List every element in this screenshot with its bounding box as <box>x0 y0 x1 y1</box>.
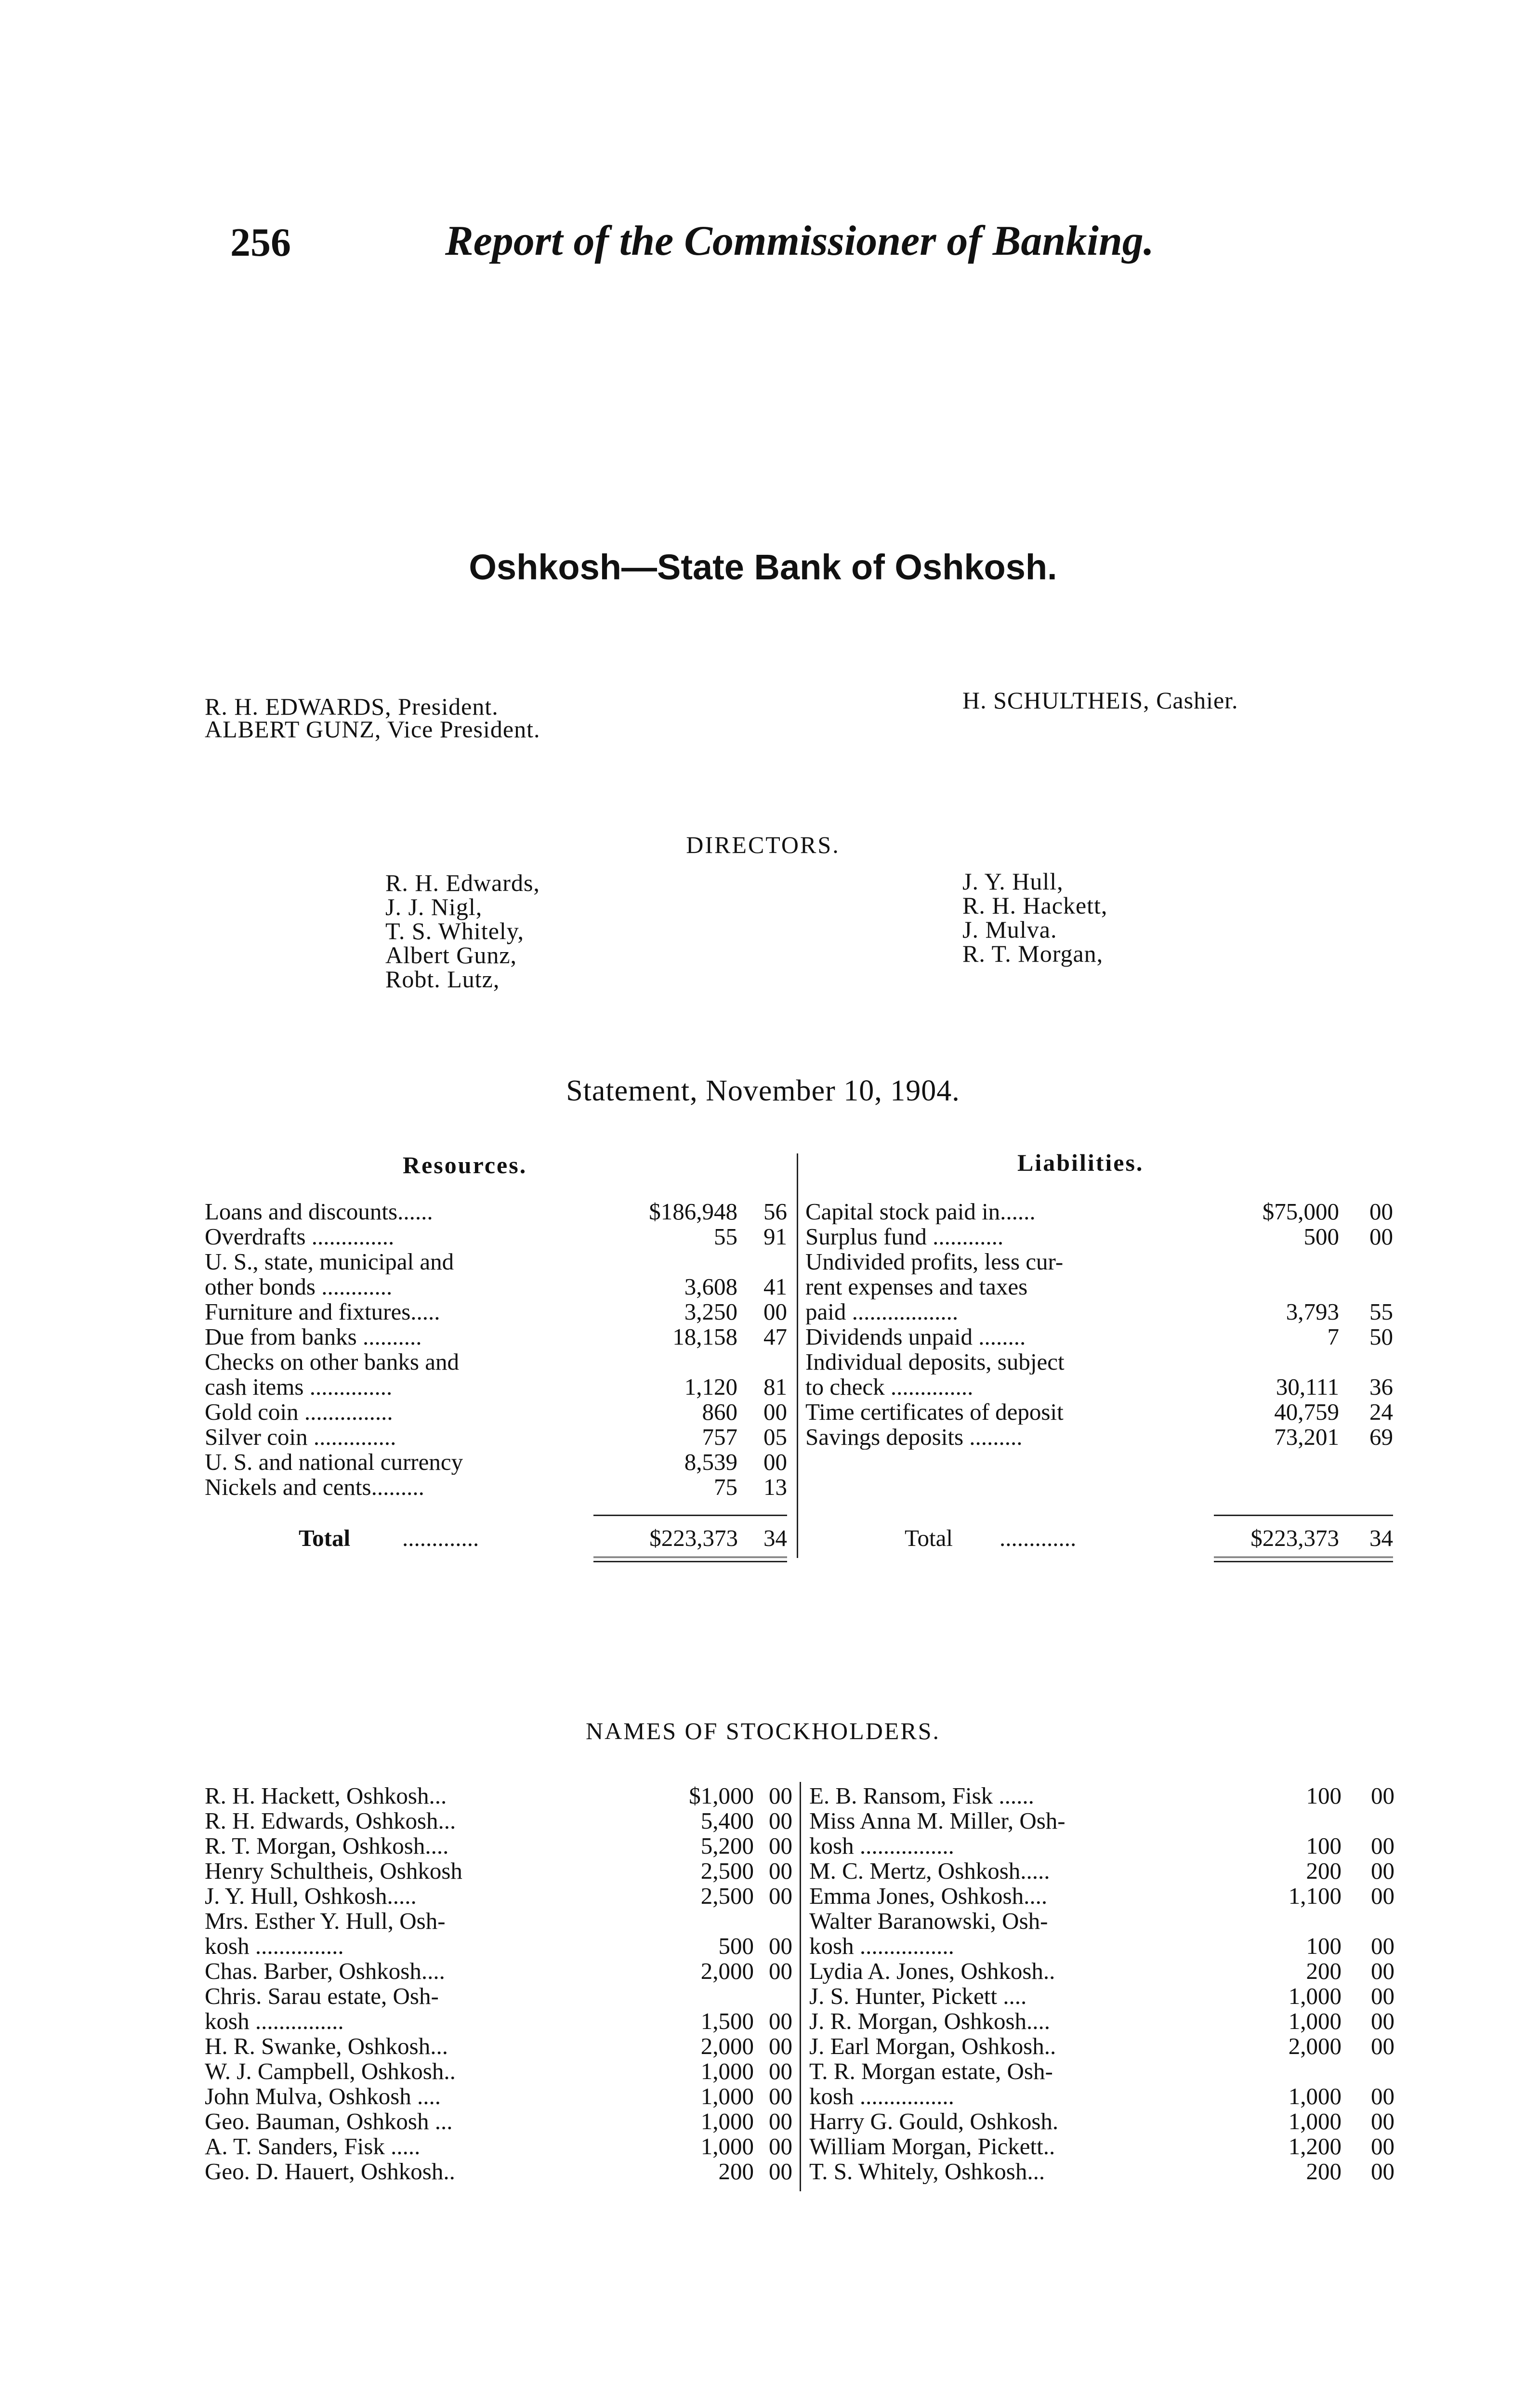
row-cents: 36 <box>1369 1374 1393 1400</box>
row-amount: 3,608 <box>684 1273 737 1300</box>
row-label: Geo. Bauman, Oshkosh ... <box>205 2109 453 2134</box>
row-cents: 00 <box>763 1449 787 1475</box>
resource-row <box>205 1299 790 1324</box>
row-label: E. B. Ransom, Fisk ...... <box>809 1783 1034 1808</box>
stockholder-row <box>205 2084 792 2109</box>
row-amount: 2,500 <box>700 1858 754 1884</box>
row-amount: 2,000 <box>700 2033 754 2059</box>
stockholder-row <box>205 2059 792 2084</box>
director-name: J. J. Nigl, <box>385 893 483 920</box>
row-label: J. Y. Hull, Oshkosh..... <box>205 1884 417 1909</box>
row-label: R. H. Edwards, Oshkosh... <box>205 1808 456 1833</box>
director-name: Albert Gunz, <box>385 942 517 968</box>
stockholder-row <box>809 1984 1394 2009</box>
resource-row <box>205 1425 790 1450</box>
row-cents: 00 <box>769 1883 792 1909</box>
row-cents: 00 <box>1371 2108 1394 2134</box>
row-cents: 00 <box>769 2158 792 2185</box>
resource-row <box>205 1450 790 1475</box>
officer-cashier: H. SCHULTHEIS, Cashier. <box>962 687 1238 714</box>
resource-row <box>205 1349 790 1374</box>
row-label: Surplus fund ............ <box>805 1224 1004 1249</box>
resource-row <box>205 1374 790 1400</box>
stockholder-row <box>809 1858 1394 1884</box>
liabilities-total-cents: 34 <box>1369 1525 1393 1551</box>
row-label: R. T. Morgan, Oshkosh.... <box>205 1833 449 1858</box>
row-amount: 30,111 <box>1276 1374 1339 1400</box>
row-label: Chris. Sarau estate, Osh- <box>205 1984 439 2009</box>
row-label: Due from banks .......... <box>205 1324 422 1349</box>
row-cents: 00 <box>1371 2008 1394 2034</box>
liability-row <box>805 1299 1395 1324</box>
row-cents: 00 <box>1371 1983 1394 2009</box>
row-cents: 00 <box>769 1933 792 1959</box>
stockholder-row <box>205 1808 792 1833</box>
row-label: Silver coin .............. <box>205 1425 396 1450</box>
resource-row <box>205 1274 790 1299</box>
row-cents: 00 <box>769 1782 792 1809</box>
row-cents: 56 <box>763 1198 787 1225</box>
row-amount: 500 <box>718 1933 754 1959</box>
liabilities-double-rule <box>1214 1557 1393 1562</box>
stockholder-row <box>809 1934 1394 1959</box>
row-amount: 40,759 <box>1274 1399 1339 1425</box>
stockholder-row <box>809 2109 1394 2134</box>
row-cents: 55 <box>1369 1298 1393 1325</box>
row-amount: 1,200 <box>1288 2133 1342 2159</box>
row-amount: 73,201 <box>1274 1424 1339 1450</box>
row-amount: 757 <box>702 1424 737 1450</box>
row-cents: 00 <box>769 2058 792 2084</box>
officer-president: R. H. EDWARDS, President. <box>205 693 499 720</box>
row-label: Individual deposits, subject <box>805 1349 1065 1374</box>
stockholder-row <box>809 2159 1394 2184</box>
stockholder-row <box>809 2084 1394 2109</box>
row-cents: 00 <box>1369 1223 1393 1250</box>
row-amount: 200 <box>1306 1958 1342 1984</box>
row-amount: 100 <box>1306 1782 1342 1809</box>
liability-row <box>805 1324 1395 1349</box>
row-cents: 00 <box>1371 2133 1394 2159</box>
stockholder-row <box>205 1858 792 1884</box>
row-label: Walter Baranowski, Osh- <box>809 1909 1048 1934</box>
row-label: J. R. Morgan, Oshkosh.... <box>809 2009 1051 2034</box>
row-amount: 1,000 <box>1288 1983 1342 2009</box>
row-label: Henry Schultheis, Oshkosh <box>205 1858 462 1884</box>
row-amount: 1,000 <box>700 2083 754 2109</box>
row-label: Chas. Barber, Oshkosh.... <box>205 1959 445 1984</box>
stockholder-row <box>205 2134 792 2159</box>
director-name: R. H. Hackett, <box>962 892 1108 919</box>
row-amount: 860 <box>702 1399 737 1425</box>
director-name: J. Mulva. <box>962 916 1057 943</box>
page-number: 256 <box>230 220 291 265</box>
row-label: Dividends unpaid ........ <box>805 1324 1026 1349</box>
row-label: T. S. Whitely, Oshkosh... <box>809 2159 1045 2184</box>
row-label: paid .................. <box>805 1299 959 1324</box>
row-amount: 100 <box>1306 1933 1342 1959</box>
row-label: J. S. Hunter, Pickett .... <box>809 1984 1027 2009</box>
liability-row <box>805 1274 1395 1299</box>
stockholder-row <box>809 1808 1394 1833</box>
stockholder-row <box>205 1884 792 1909</box>
row-label: Emma Jones, Oshkosh.... <box>809 1884 1048 1909</box>
row-amount: 100 <box>1306 1832 1342 1859</box>
officer-vice-president: ALBERT GUNZ, Vice President. <box>205 716 540 743</box>
directors-heading: DIRECTORS. <box>686 831 840 858</box>
stockholder-row <box>205 2009 792 2034</box>
stockholder-row <box>809 2034 1394 2059</box>
row-label: M. C. Mertz, Oshkosh..... <box>809 1858 1050 1884</box>
row-amount: 200 <box>1306 1858 1342 1884</box>
row-cents: 00 <box>769 2008 792 2034</box>
liability-row <box>805 1249 1395 1274</box>
row-label: Miss Anna M. Miller, Osh- <box>809 1808 1066 1833</box>
row-cents: 00 <box>1371 2083 1394 2109</box>
stockholder-row <box>809 2009 1394 2034</box>
row-cents: 00 <box>1371 2158 1394 2185</box>
row-amount: 500 <box>1303 1223 1339 1250</box>
stockholder-row <box>205 1984 792 2009</box>
row-cents: 13 <box>763 1474 787 1500</box>
row-cents: 00 <box>769 1832 792 1859</box>
row-amount: 1,000 <box>1288 2008 1342 2034</box>
row-cents: 05 <box>763 1424 787 1450</box>
row-cents: 00 <box>1371 1958 1394 1984</box>
resources-total-cents: 34 <box>763 1525 787 1551</box>
row-label: T. R. Morgan estate, Osh- <box>809 2059 1053 2084</box>
row-amount: 55 <box>714 1223 737 1250</box>
running-title: Report of the Commissioner of Banking. <box>445 218 1154 264</box>
row-amount: 5,200 <box>700 1832 754 1859</box>
row-label: Capital stock paid in...... <box>805 1199 1036 1224</box>
statement-column-divider <box>797 1153 798 1558</box>
row-label: H. R. Swanke, Oshkosh... <box>205 2034 448 2059</box>
row-amount: 3,793 <box>1286 1298 1339 1325</box>
director-name: R. T. Morgan, <box>962 940 1104 967</box>
stockholder-row <box>809 1909 1394 1934</box>
row-amount: 1,000 <box>700 2108 754 2134</box>
director-name: Robt. Lutz, <box>385 966 500 993</box>
row-cents: 00 <box>769 1807 792 1834</box>
row-label: Harry G. Gould, Oshkosh. <box>809 2109 1059 2134</box>
row-cents: 00 <box>769 2083 792 2109</box>
row-amount: 18,158 <box>672 1323 737 1350</box>
row-amount: 5,400 <box>700 1807 754 1834</box>
resources-double-rule <box>593 1557 787 1562</box>
resources-heading: Resources. <box>403 1152 527 1178</box>
director-name: T. S. Whitely, <box>385 917 525 944</box>
stockholder-row <box>205 1783 792 1808</box>
row-label: kosh ............... <box>205 1934 344 1959</box>
row-label: John Mulva, Oshkosh .... <box>205 2084 441 2109</box>
row-label: Mrs. Esther Y. Hull, Osh- <box>205 1909 446 1934</box>
row-cents: 24 <box>1369 1399 1393 1425</box>
stockholder-row <box>809 2059 1394 2084</box>
row-label: other bonds ............ <box>205 1274 393 1299</box>
row-amount: 1,100 <box>1288 1883 1342 1909</box>
row-label: W. J. Campbell, Oshkosh.. <box>205 2059 456 2084</box>
row-label: Savings deposits ......... <box>805 1425 1023 1450</box>
liabilities-total-label: Total <box>905 1525 953 1551</box>
liability-row <box>805 1400 1395 1425</box>
row-label: A. T. Sanders, Fisk ..... <box>205 2134 421 2159</box>
row-cents: 47 <box>763 1323 787 1350</box>
row-cents: 00 <box>1371 1883 1394 1909</box>
liability-row <box>805 1374 1395 1400</box>
row-label: William Morgan, Pickett.. <box>809 2134 1055 2159</box>
row-cents: 00 <box>769 2133 792 2159</box>
resource-row <box>205 1475 790 1500</box>
resources-rule <box>593 1515 787 1516</box>
row-label: J. Earl Morgan, Oshkosh.. <box>809 2034 1056 2059</box>
row-amount: $1,000 <box>689 1782 754 1809</box>
row-cents: 91 <box>763 1223 787 1250</box>
row-cents: 00 <box>1371 2033 1394 2059</box>
liability-row <box>805 1425 1395 1450</box>
stockholder-row <box>809 2134 1394 2159</box>
row-cents: 00 <box>1371 1782 1394 1809</box>
row-label: Time certificates of deposit <box>805 1400 1064 1425</box>
row-label: Nickels and cents......... <box>205 1475 424 1500</box>
row-amount: 200 <box>718 2158 754 2185</box>
row-label: U. S., state, municipal and <box>205 1249 454 1274</box>
row-amount: 2,000 <box>1288 2033 1342 2059</box>
row-amount: 1,500 <box>700 2008 754 2034</box>
statement-heading: Statement, November 10, 1904. <box>566 1074 960 1107</box>
row-amount: 8,539 <box>684 1449 737 1475</box>
row-cents: 00 <box>769 1958 792 1984</box>
row-label: rent expenses and taxes <box>805 1274 1028 1299</box>
stockholder-row <box>205 1934 792 1959</box>
row-amount: 7 <box>1327 1323 1339 1350</box>
stockholder-row <box>205 1833 792 1858</box>
stockholder-row <box>809 1959 1394 1984</box>
row-amount: 75 <box>714 1474 737 1500</box>
stockholders-column-divider <box>800 1782 801 2191</box>
resources-total-label: Total <box>299 1525 351 1551</box>
liabilities-rule <box>1214 1515 1393 1516</box>
row-amount: 2,000 <box>700 1958 754 1984</box>
row-cents: 50 <box>1369 1323 1393 1350</box>
row-amount: 2,500 <box>700 1883 754 1909</box>
row-label: kosh ............... <box>205 2009 344 2034</box>
row-label: kosh ................ <box>809 2084 954 2109</box>
row-label: U. S. and national currency <box>205 1450 463 1475</box>
stockholder-row <box>809 1783 1394 1808</box>
row-amount: 1,000 <box>1288 2083 1342 2109</box>
row-cents: 69 <box>1369 1424 1393 1450</box>
liability-row <box>805 1349 1395 1374</box>
liability-row <box>805 1224 1395 1249</box>
row-label: Checks on other banks and <box>205 1349 459 1374</box>
stockholders-heading: NAMES OF STOCKHOLDERS. <box>585 1717 941 1744</box>
row-label: kosh ................ <box>809 1833 954 1858</box>
row-label: cash items .............. <box>205 1374 393 1400</box>
stockholder-row <box>205 1909 792 1934</box>
resources-total-dots: ............. <box>402 1525 479 1551</box>
stockholder-row <box>809 1884 1394 1909</box>
row-label: Undivided profits, less cur- <box>805 1249 1064 1274</box>
row-amount: 200 <box>1306 2158 1342 2185</box>
row-cents: 00 <box>1369 1198 1393 1225</box>
row-cents: 41 <box>763 1273 787 1300</box>
row-cents: 00 <box>1371 1832 1394 1859</box>
resource-row <box>205 1400 790 1425</box>
row-amount: $186,948 <box>649 1198 737 1225</box>
director-name: R. H. Edwards, <box>385 869 540 896</box>
resource-row <box>205 1199 790 1224</box>
row-label: to check .............. <box>805 1374 973 1400</box>
resources-total-amount: $223,373 <box>649 1525 738 1551</box>
row-label: R. H. Hackett, Oshkosh... <box>205 1783 447 1808</box>
row-cents: 00 <box>1371 1933 1394 1959</box>
row-label: Overdrafts .............. <box>205 1224 395 1249</box>
stockholder-row <box>205 2109 792 2134</box>
resource-row <box>205 1249 790 1274</box>
directors-left <box>385 871 540 991</box>
resource-row <box>205 1224 790 1249</box>
row-amount: 1,000 <box>1288 2108 1342 2134</box>
stockholder-row <box>205 2159 792 2184</box>
bank-title: Oshkosh—State Bank of Oshkosh. <box>469 547 1057 587</box>
row-amount: 1,120 <box>684 1374 737 1400</box>
stockholder-row <box>205 2034 792 2059</box>
row-amount: 3,250 <box>684 1298 737 1325</box>
row-cents: 00 <box>769 1858 792 1884</box>
row-label: Furniture and fixtures..... <box>205 1299 440 1324</box>
row-cents: 81 <box>763 1374 787 1400</box>
row-amount: 1,000 <box>700 2058 754 2084</box>
stockholder-row <box>809 1833 1394 1858</box>
resource-row <box>205 1324 790 1349</box>
liabilities-total-amount: $223,373 <box>1250 1525 1339 1551</box>
liabilities-total-dots: ............. <box>1000 1525 1077 1551</box>
row-amount: 1,000 <box>700 2133 754 2159</box>
row-label: Loans and discounts...... <box>205 1199 433 1224</box>
row-cents: 00 <box>1371 1858 1394 1884</box>
stockholder-row <box>205 1959 792 1984</box>
row-cents: 00 <box>763 1298 787 1325</box>
row-label: Gold coin ............... <box>205 1400 393 1425</box>
director-name: J. Y. Hull, <box>962 868 1064 895</box>
directors-right <box>962 869 1107 966</box>
row-cents: 00 <box>769 2108 792 2134</box>
row-label: kosh ................ <box>809 1934 954 1959</box>
row-label: Lydia A. Jones, Oshkosh.. <box>809 1959 1055 1984</box>
row-cents: 00 <box>769 2033 792 2059</box>
liabilities-heading: Liabilities. <box>1017 1149 1144 1176</box>
liability-row <box>805 1199 1395 1224</box>
row-label: Geo. D. Hauert, Oshkosh.. <box>205 2159 455 2184</box>
row-amount: $75,000 <box>1262 1198 1339 1225</box>
row-cents: 00 <box>763 1399 787 1425</box>
